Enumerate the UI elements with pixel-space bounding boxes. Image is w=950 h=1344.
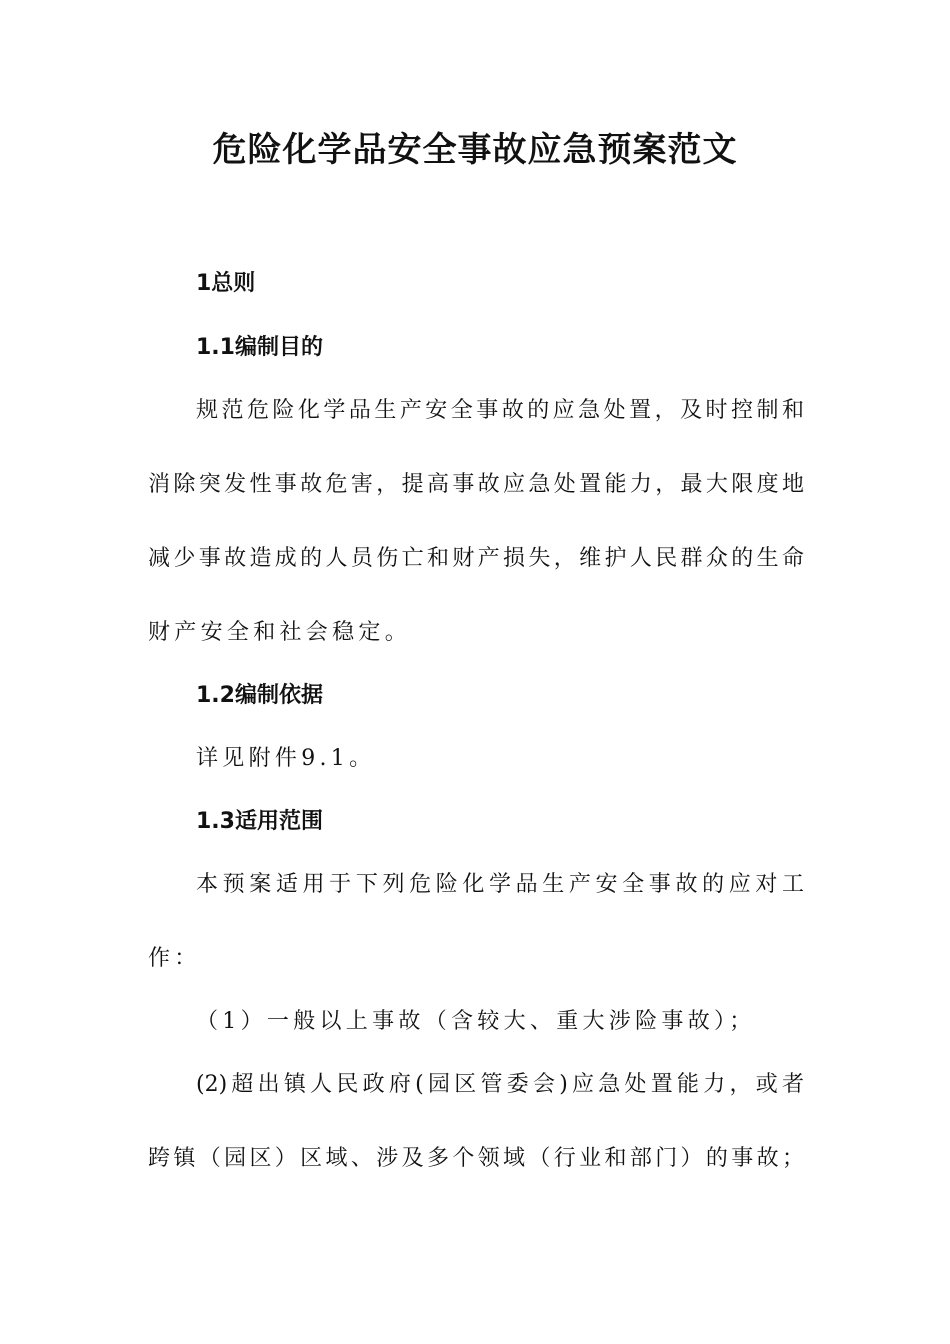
purpose-paragraph-line: 规范危险化学品生产安全事故的应急处置，及时控制和: [196, 398, 804, 423]
scope-list-item-continuation: 跨镇（园区）区域、涉及多个领域（行业和部门）的事故；: [148, 1146, 804, 1171]
document-title: 危险化学品安全事故应急预案范文: [212, 130, 738, 170]
section-heading-purpose: 1.1编制目的: [196, 335, 323, 360]
purpose-paragraph-line: 财产安全和社会稳定。: [148, 620, 412, 645]
basis-text: 详见附件9.1。: [196, 746, 376, 771]
section-heading-scope: 1.3适用范围: [196, 809, 323, 834]
purpose-paragraph-line: 减少事故造成的人员伤亡和财产损失，维护人民群众的生命: [148, 546, 804, 571]
section-heading-basis: 1.2编制依据: [196, 683, 323, 708]
scope-list-item: (2)超出镇人民政府(园区管委会)应急处置能力，或者: [196, 1072, 804, 1097]
scope-paragraph-line: 作：: [148, 946, 201, 971]
section-heading-general: 1总则: [196, 271, 256, 296]
scope-list-item: （1）一般以上事故（含较大、重大涉险事故）；: [196, 1009, 756, 1034]
purpose-paragraph-line: 消除突发性事故危害，提高事故应急处置能力，最大限度地: [148, 472, 804, 497]
scope-paragraph-line: 本预案适用于下列危险化学品生产安全事故的应对工: [196, 872, 804, 897]
